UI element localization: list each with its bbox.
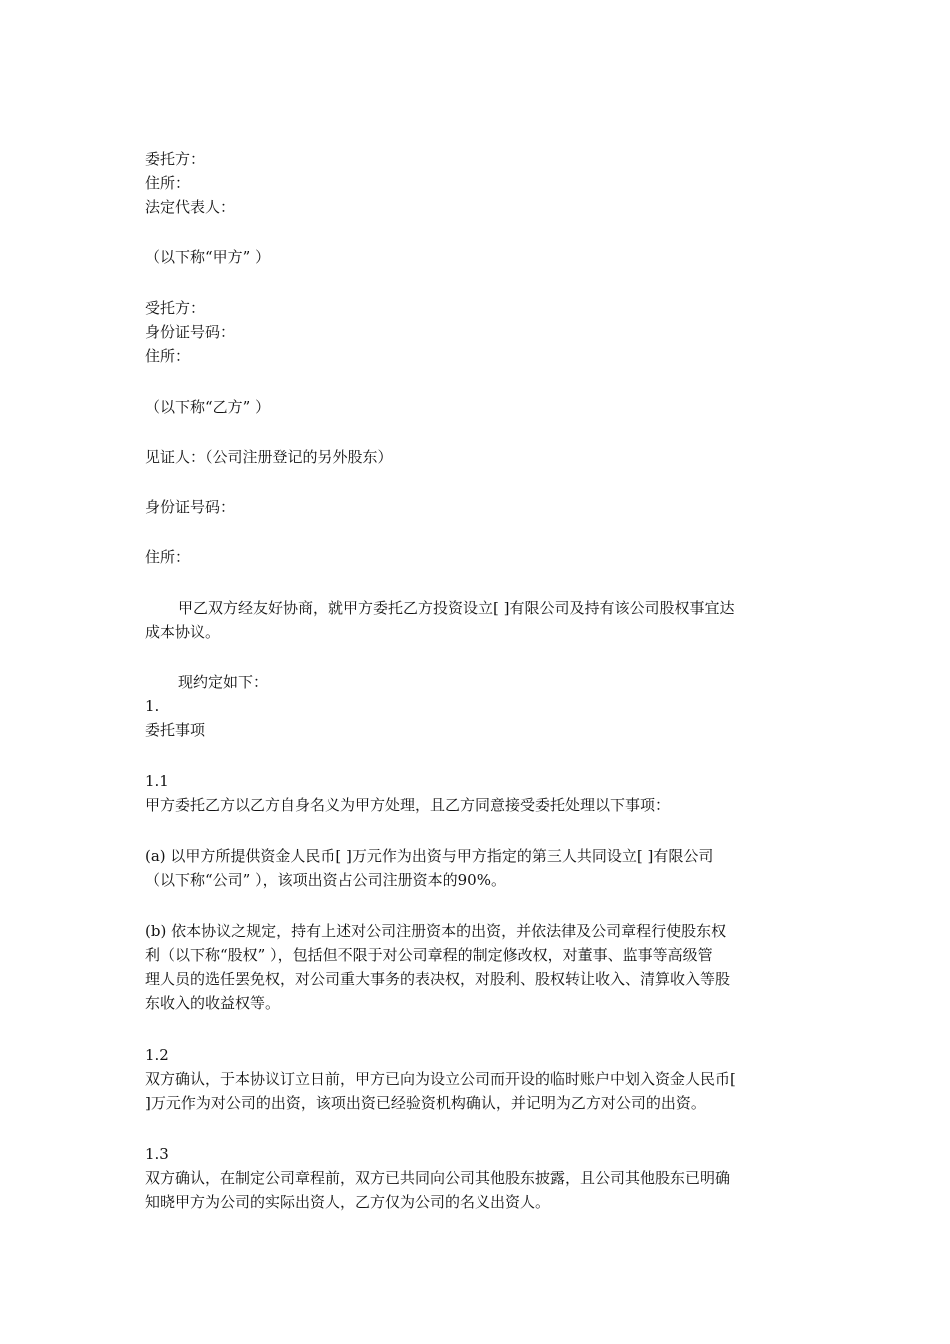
principal-alias: （以下称“甲方” ） (145, 248, 271, 266)
clause-1-3-line-1: 双方确认，在制定公司章程前，双方已共同向公司其他股东披露，且公司其他股东已明确 (145, 1169, 731, 1187)
clause-1-3-number: 1.3 (145, 1145, 169, 1163)
clause-1-1-number: 1.1 (145, 772, 169, 790)
clause-b-line-1: (b) 依本协议之规定，持有上述对公司注册资本的出资，并依法律及公司章程行使股东权 (145, 922, 727, 940)
clause-1-3-line-2: 知晓甲方为公司的实际出资人，乙方仅为公司的名义出资人。 (145, 1193, 551, 1211)
trustee-address: 住所： (145, 347, 191, 365)
clause-b-line-2: 利（以下称“股权” ），包括但不限于对公司章程的制定修改权，对董事、监事等高级管 (145, 946, 713, 964)
trustee-id-number: 身份证号码： (145, 323, 236, 341)
clause-1-2-line-1: 双方确认，于本协议订立日前，甲方已向为设立公司而开设的临时账户中划入资金人民币[ (145, 1070, 736, 1088)
clause-a-line-1: (a) 以甲方所提供资金人民币[ ]万元作为出资与甲方指定的第三人共同设立[ ]有限公司 (145, 847, 714, 865)
clause-b-line-3: 理人员的选任罢免权，对公司重大事务的表决权，对股利、股权转让收入、清算收入等股 (145, 970, 731, 988)
clause-1-2-number: 1.2 (145, 1046, 169, 1064)
clause-1-2-line-2: ]万元作为对公司的出资，该项出资已经验资机构确认，并记明为乙方对公司的出资。 (145, 1094, 706, 1112)
witness-id-number: 身份证号码： (145, 498, 236, 516)
agreed-as-follows: 现约定如下： (178, 673, 269, 691)
clause-1-1-text: 甲方委托乙方以乙方自身名义为甲方处理，且乙方同意接受委托处理以下事项： (145, 796, 671, 814)
witness-label: 见证人：（公司注册登记的另外股东） (145, 448, 393, 466)
clause-a-line-2: （以下称“公司” ），该项出资占公司注册资本的90%。 (145, 871, 506, 889)
preamble-line-2: 成本协议。 (145, 623, 221, 641)
section-title: 委托事项 (145, 721, 206, 739)
principal-label: 委托方： (145, 150, 206, 168)
trustee-label: 受托方： (145, 299, 206, 317)
preamble-line-1: 甲乙双方经友好协商，就甲方委托乙方投资设立[ ]有限公司及持有该公司股权事宜达 (178, 599, 735, 617)
section-number: 1. (145, 697, 160, 715)
clause-b-line-4: 东收入的收益权等。 (145, 994, 281, 1012)
witness-address: 住所： (145, 548, 191, 566)
legal-representative: 法定代表人： (145, 198, 236, 216)
trustee-alias: （以下称“乙方” ） (145, 398, 271, 416)
principal-address: 住所： (145, 174, 191, 192)
